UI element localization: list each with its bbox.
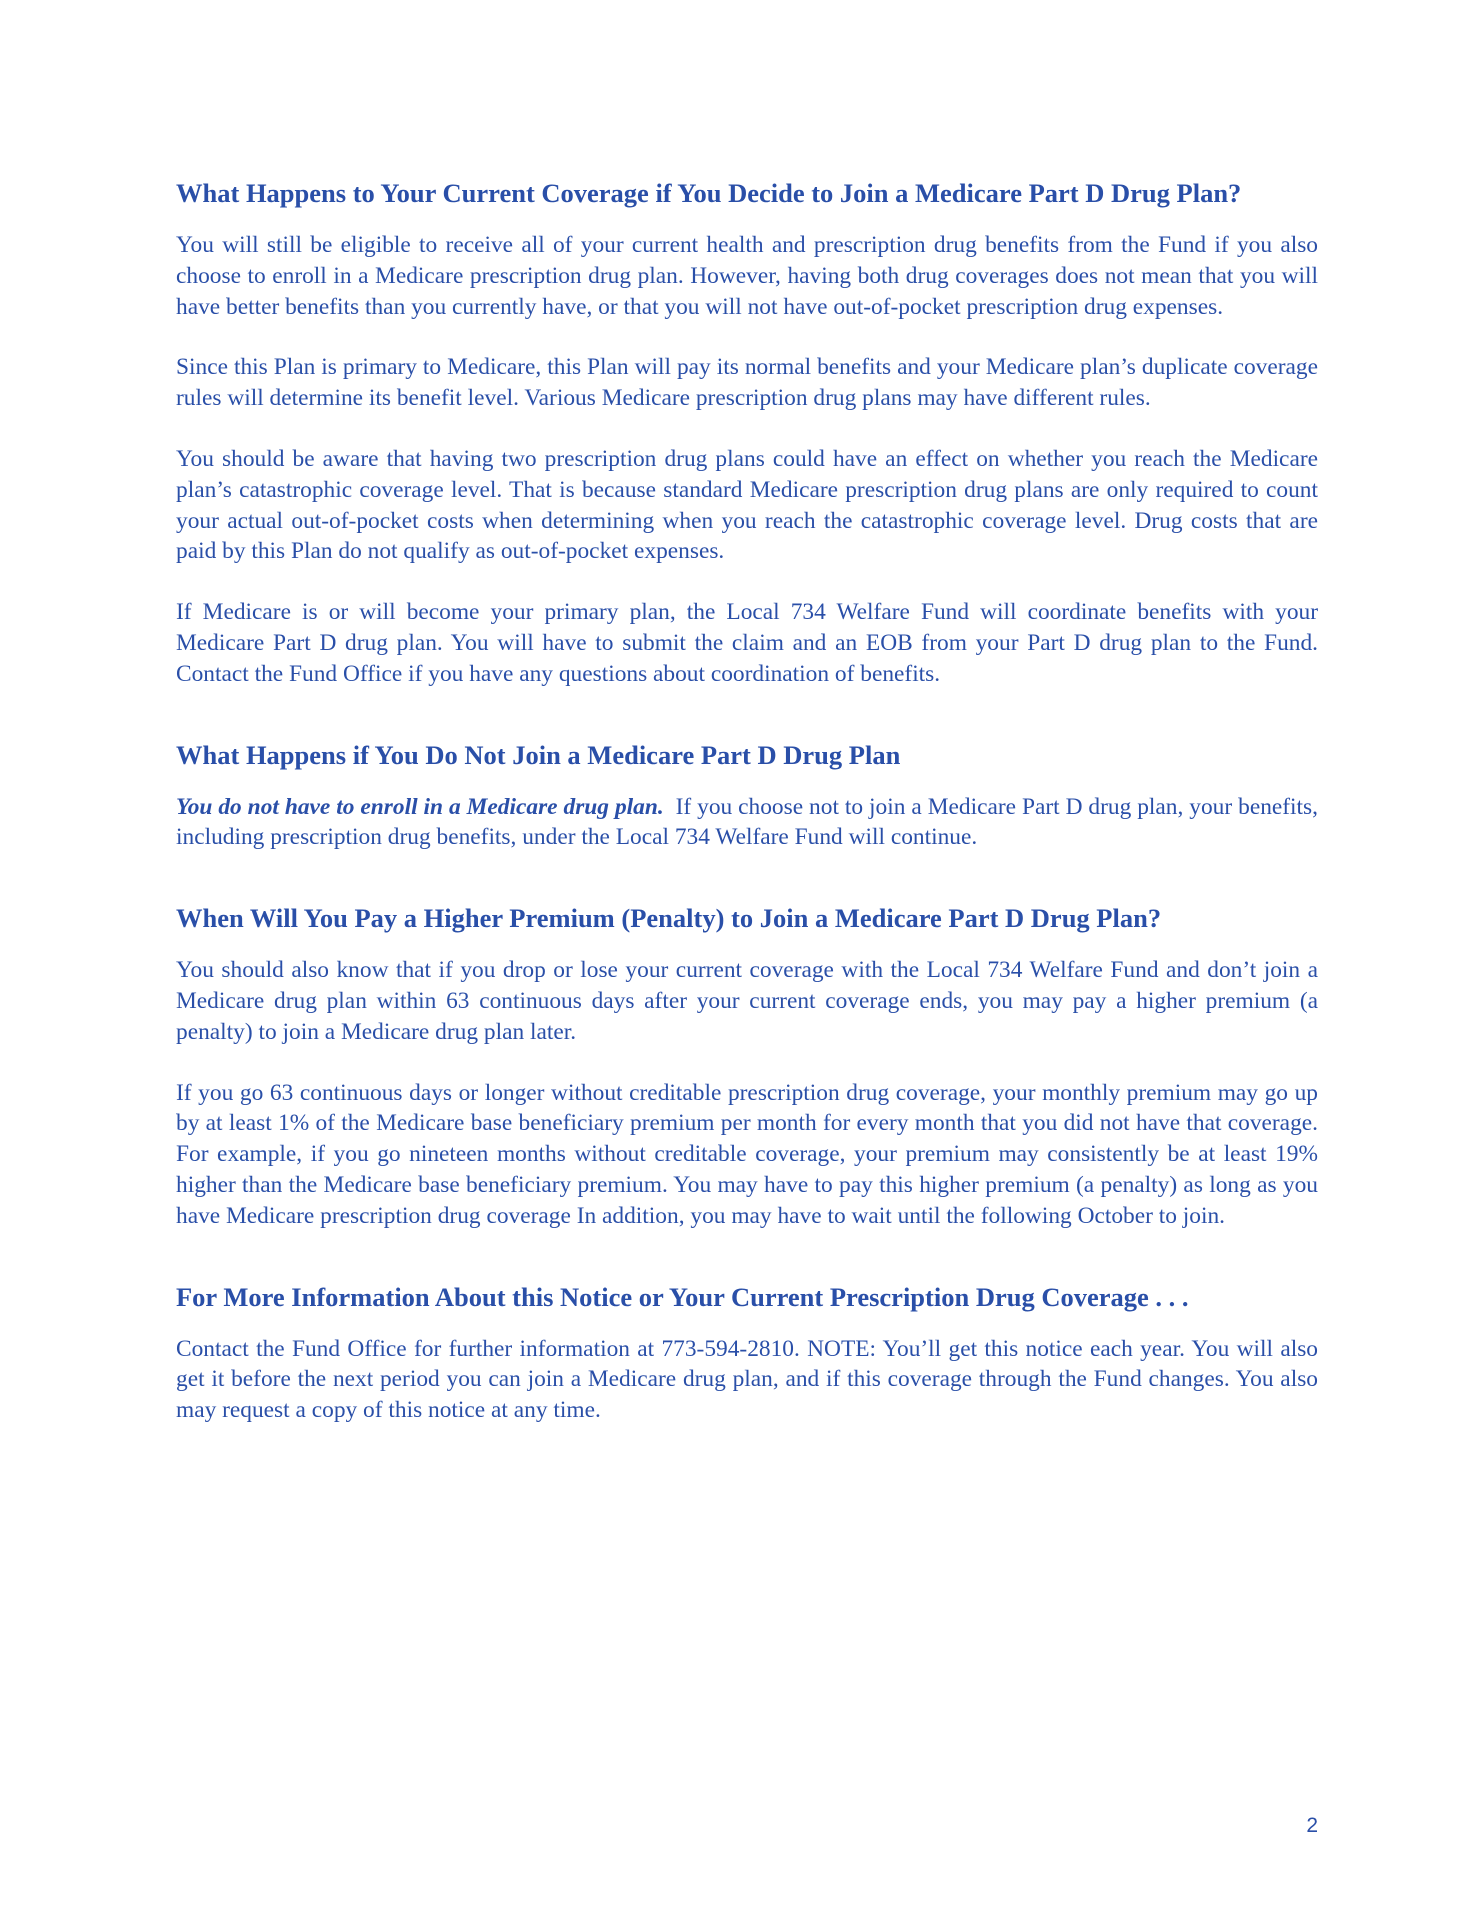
section-heading-current-coverage: What Happens to Your Current Coverage if You Decide to Join a Medicare Part D Drug Plan? <box>176 178 1242 208</box>
emphasis-text: You do not have to enroll in a Medicare drug plan. <box>176 793 664 820</box>
page-number: 2 <box>1306 1814 1318 1837</box>
paragraph: You should be aware that having two prescription drug plans could have an effect on whether you reach the Medicare plan’s catastrophic coverage level. That is because standard Medicare prescription drug plans are only required to count your actual out-of-pocket costs when determining when you reach the catastrophic coverage level. Drug costs that are paid by this Plan do not qualify as out-of-pocket expenses. <box>176 445 1318 565</box>
paragraph: If you go 63 continuous days or longer without creditable prescription drug coverage, your monthly premium may go up by at least 1% of the Medicare base beneficiary premium per month for every month that you did not have that coverage. For example, if you go nineteen months without creditable coverage, your premium may consistently be at least 19% higher than the Medicare base beneficiary premium. You may have to pay this higher premium (a penalty) as long as you have Medicare prescription drug coverage In addition, you may have to wait until the following October to join. <box>176 1079 1318 1229</box>
paragraph-text: If you choose not to join a Medicare Part D drug plan, your benefits, including prescription drug benefits, under the Local 734 Welfare Fund will continue. <box>176 793 1324 851</box>
document-page <box>176 176 1324 1426</box>
section-heading-not-join: What Happens if You Do Not Join a Medicare Part D Drug Plan <box>176 739 901 770</box>
section-heading-more-information: For More Information About this Notice or Your Current Prescription Drug Coverage . . . <box>176 1281 1189 1312</box>
paragraph <box>176 792 1324 854</box>
section-heading-higher-premium: When Will You Pay a Higher Premium (Penalty) to Join a Medicare Part D Drug Plan? <box>176 903 1162 934</box>
paragraph: You should also know that if you drop or lose your current coverage with the Local 734 Welfare Fund and don’t join a Medicare drug plan within 63 continuous days after your current coverage ends, you may pay a higher premium (a penalty) to join a Medicare drug plan later. <box>176 957 1318 1045</box>
paragraph: You will still be eligible to receive all of your current health and prescription drug benefits from the Fund if you also choose to enroll in a Medicare prescription drug plan. However, having both drug coverages does not mean that you will have better benefits than you currently have, or that you will not have out-of-pocket prescription drug expenses. <box>176 232 1318 320</box>
paragraph: Since this Plan is primary to Medicare, this Plan will pay its normal benefits and your Medicare plan’s duplicate coverage rules will determine its benefit level. Various Medicare prescription drug plans may have different rules. <box>176 354 1318 412</box>
paragraph: Contact the Fund Office for further information at 773-594-2810. NOTE: You’ll get this notice each year. You will also get it before the next period you can join a Medicare drug plan, and if this coverage through the Fund changes. You also may request a copy of this notice at any time. <box>176 1335 1318 1424</box>
paragraph: If Medicare is or will become your primary plan, the Local 734 Welfare Fund will coordinate benefits with your Medicare Part D drug plan. You will have to submit the claim and an EOB from your Part D drug plan to the Fund. Contact the Fund Office if you have any questions about coordination of benefits. <box>176 599 1318 687</box>
